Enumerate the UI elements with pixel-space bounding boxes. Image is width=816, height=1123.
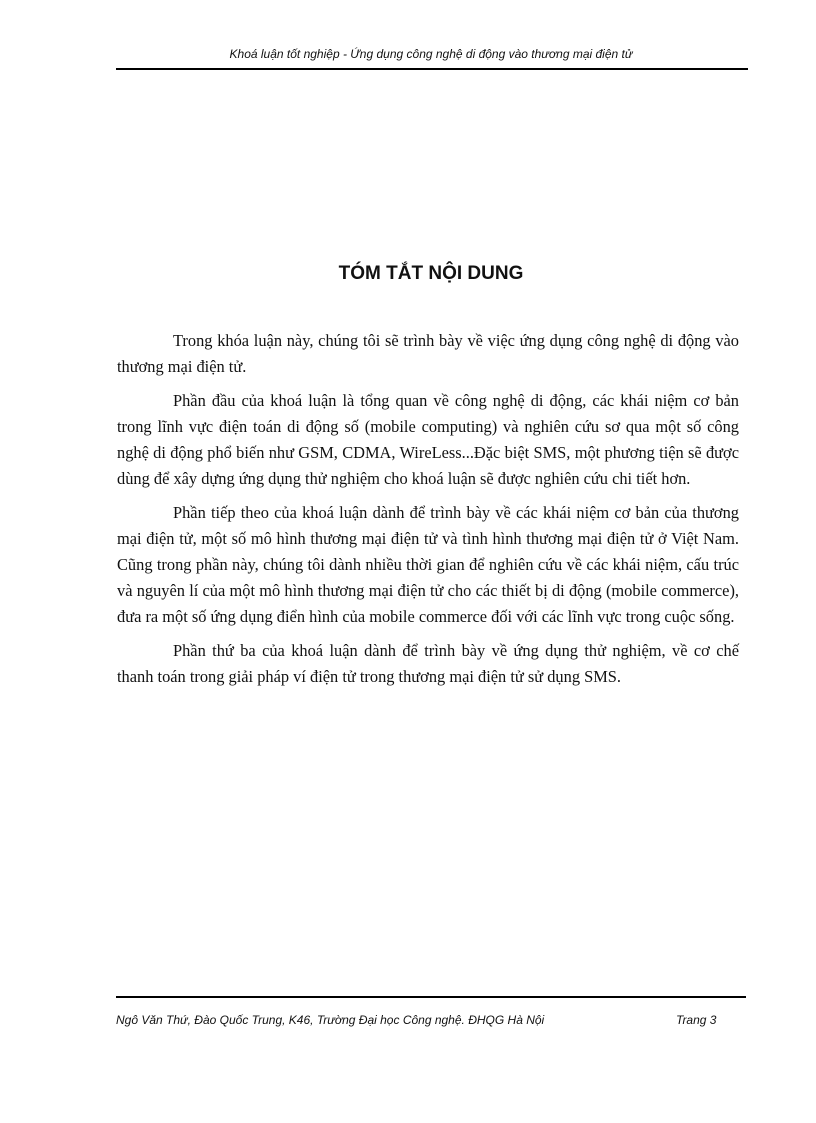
footer-authors: Ngô Văn Thứ, Đào Quốc Trung, K46, Trường Đại học Công nghệ. ĐHQG Hà Nội: [116, 1013, 545, 1027]
paragraph-2: Phần đầu của khoá luận là tổng quan về công nghệ di động, các khái niệm cơ bản trong lĩnh vực điện toán di động số (mobile computing) và nghiên cứu sơ qua một số công nghệ di động phổ biến như GSM, CDMA, WireLess...Đặc biệt SMS, một phương tiện sẽ được dùng để xây dựng ứng dụng thử nghiệm cho khoá luận sẽ được nghiên cứu chi tiết hơn.: [117, 391, 739, 488]
summary-body: [117, 328, 739, 698]
header-rule: [116, 68, 748, 70]
paragraph-4: Phần thứ ba của khoá luận dành để trình bày về ứng dụng thử nghiệm, về cơ chế thanh toán trong giải pháp ví điện tử trong thương mại điện tử sử dụng SMS.: [117, 641, 739, 686]
footer-rule: [116, 996, 746, 998]
paragraph-3: Phần tiếp theo của khoá luận dành để trình bày về các khái niệm cơ bản của thương mại điện tử, một số mô hình thương mại điện tử và tình hình thương mại điện tử ở Việt Nam. Cũng trong phần này, chúng tôi dành nhiều thời gian để nghiên cứu về các khái niệm, cấu trúc và nguyên lí của một mô hình thương mại điện tử cho các thiết bị di động (mobile commerce), đưa ra một số ứng dụng điển hình của mobile commerce đối với các lĩnh vực trong cuộc sống.: [117, 503, 739, 626]
paragraph-1: Trong khóa luận này, chúng tôi sẽ trình bày về việc ứng dụng công nghệ di động vào thương mại điện tử.: [117, 331, 739, 376]
section-title: TÓM TẮT NỘI DUNG: [338, 263, 524, 284]
page-number: Trang 3: [676, 1013, 717, 1027]
running-header: Khoá luận tốt nghiệp - Ứng dụng công nghệ di động vào thương mại điện tử: [229, 47, 633, 61]
